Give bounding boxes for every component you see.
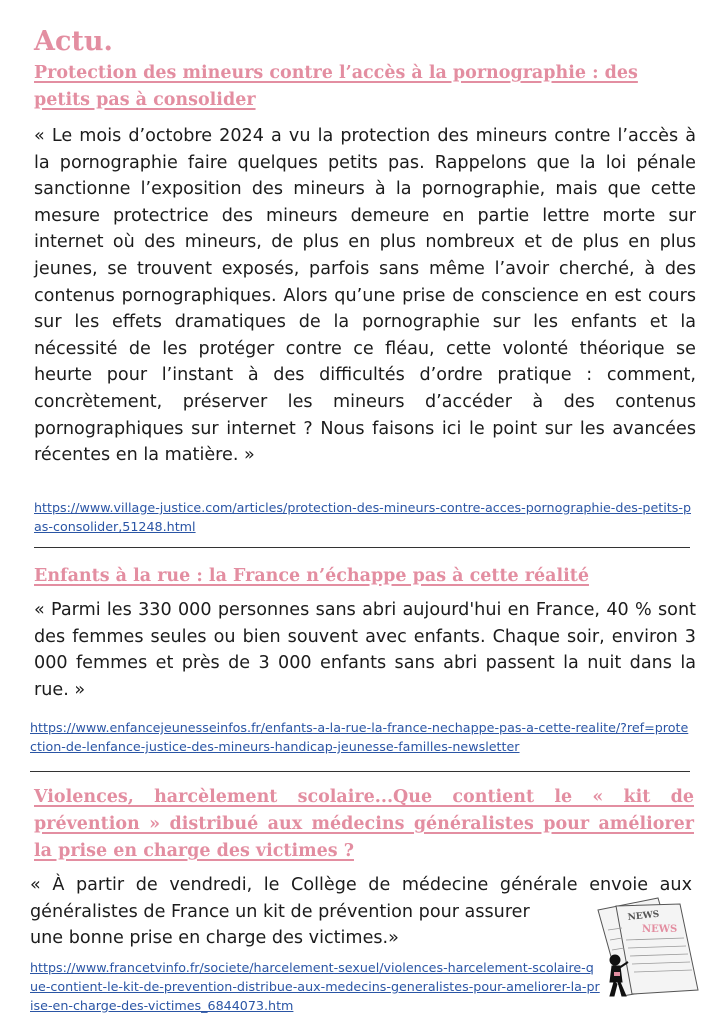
divider-2 [30,771,690,772]
article-body-3-line-1: « À partir de vendredi, le Collège de médecine générale envoie aux généralistes de France un kit de prévention pour assurer [30,875,692,922]
article-body-1: « Le mois d’octobre 2024 a vu la protection des mineurs contre l’accès à la pornographie faire quelques petits pas. Rappelons que la loi pénale sanctionne l’exposition des mineurs à la pornographie, mais que cette mesure protectrice des mineurs demeure en partie lettre morte sur internet où des mineurs, de plus en plus nombreux et de plus en plus jeunes, se trouvent exposés, parfois sans même l’avoir cherché, à des contenus pornographiques. Alors qu’une prise de conscience en est cours sur les effets dramatiques de la pornographie sur les enfants et la nécessité de les protéger contre ce fléau, cette volonté théorique se heurte pour l’instant à des difficultés d’ordre pratique : comment, concrètement, préserver les mineurs d’accéder à des contenus pornographiques sur internet ? Nous faisons ici le point sur les avancées récentes en la matière. » [34,126,696,466]
page-heading: Actu. [34,26,113,57]
news-label-bottom: NEWS [642,924,678,935]
newspaper-reader-icon [588,890,706,1000]
article-title-2[interactable]: Enfants à la rue : la France n’échappe pas à cette réalité [34,566,589,586]
article-title-3[interactable]: Violences, harcèlement scolaire...Que contient le « kit de prévention » distribué aux médecins généralistes pour améliorer la prise en charge des victimes ? [34,787,694,861]
divider-1 [34,547,690,548]
article-link-3[interactable]: https://www.francetvinfo.fr/societe/harcelement-sexuel/violences-harcelement-scolaire-que-contient-le-kit-de-prevention-distribue-aux-medecins-generalistes-pour-ameliorer-la-prise-en-charge-des-victimes_6844073.htm [30,960,600,1013]
news-label-top: NEWS [627,909,660,923]
article-title-1[interactable]: Protection des mineurs contre l’accès à la pornographie : des petits pas à consolider [34,63,638,110]
article-link-2[interactable]: https://www.enfancejeunesseinfos.fr/enfants-a-la-rue-la-france-nechappe-pas-a-cette-realite/?ref=protection-de-lenfance-justice-des-mineurs-handicap-jeunesse-familles-newsletter [30,720,689,754]
article-body-3-line-2: une bonne prise en charge des victimes.» [30,928,399,948]
article-link-1[interactable]: https://www.village-justice.com/articles/protection-des-mineurs-contre-acces-pornographie-des-petits-pas-consolider,51248.html [34,500,692,534]
article-body-2: « Parmi les 330 000 personnes sans abri aujourd'hui en France, 40 % sont des femmes seules ou bien souvent avec enfants. Chaque soir, environ 3 000 femmes et près de 3 000 enfants sans abri passent la nuit dans la rue. » [34,600,696,700]
